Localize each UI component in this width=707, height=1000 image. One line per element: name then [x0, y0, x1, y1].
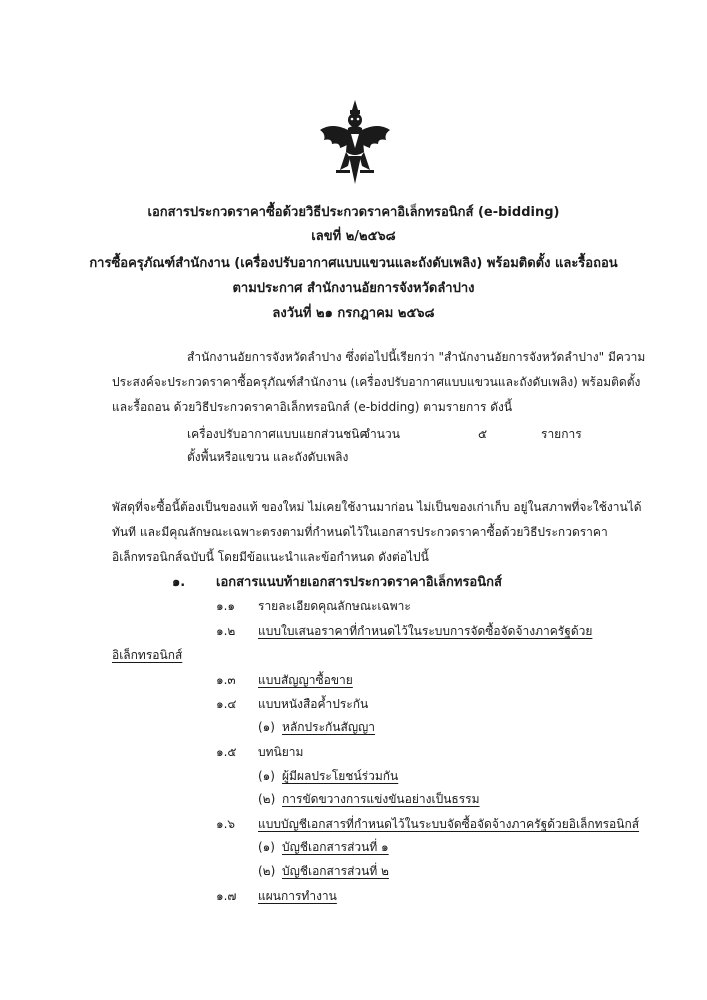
item-qty: ๕	[478, 427, 488, 441]
item-1-4-1-link[interactable]: หลักประกันสัญญา	[282, 720, 376, 734]
item-1-1-text: รายละเอียดคุณลักษณะเฉพาะ	[258, 599, 411, 613]
para2-line-1: พัสดุที่จะซื้อนี้ต้องเป็นของแท้ ของใหม่ ไม่เคยใช้งานมาก่อน ไม่เป็นของเก่าเก็บ อยู่ในสภาพที่จะใช้งานได้	[112, 500, 642, 514]
para2-line-2: ทันที และมีคุณลักษณะเฉพาะตรงตามที่กำหนดไว้ในเอกสารประกวดราคาซื้อด้วยวิธีประกวดราคา	[112, 525, 608, 539]
item-1-5-1-link[interactable]: ผู้มีผลประโยชน์ร่วมกัน	[282, 769, 399, 783]
item-name: เครื่องปรับอากาศแบบแยกส่วนชนิด	[187, 427, 368, 441]
intro-line-3: และรื้อถอน ด้วยวิธีประกวดราคาอิเล็กทรอนิกส์ (e-bidding) ตามรายการ ดังนี้	[112, 400, 513, 414]
item-qty-label: จำนวน	[363, 427, 400, 441]
doc-number: เลขที่ ๒/๒๕๖๘	[311, 229, 396, 244]
item-1-3-number: ๑.๓	[216, 673, 236, 687]
item-1-7-link[interactable]: แผนการทำงาน	[258, 889, 337, 903]
item-1-2-link[interactable]: แบบใบเสนอราคาที่กำหนดไว้ในระบบการจัดซื้อจัดจ้างภาครัฐด้วย	[258, 624, 593, 638]
announcement-ref: ตามประกาศ สำนักงานอัยการจังหวัดลำปาง	[232, 281, 475, 296]
item-1-6-number: ๑.๖	[216, 817, 236, 831]
item-unit: รายการ	[541, 427, 582, 441]
section-1-number: ๑.	[172, 575, 186, 590]
item-1-6-1-number: (๑)	[258, 840, 275, 854]
item-1-5-number: ๑.๕	[216, 745, 237, 759]
item-1-4-1-number: (๑)	[258, 720, 275, 734]
item-1-6-1-link[interactable]: บัญชีเอกสารส่วนที่ ๑	[282, 840, 389, 854]
item-1-5-2-number: (๒)	[258, 792, 276, 806]
doc-title: เอกสารประกวดราคาซื้อด้วยวิธีประกวดราคาอิเล็กทรอนิกส์ (e-bidding)	[147, 205, 560, 220]
item-1-6-link[interactable]: แบบบัญชีเอกสารที่กำหนดไว้ในระบบจัดซื้อจัดจ้างภาครัฐด้วยอิเล็กทรอนิกส์	[258, 817, 640, 831]
item-1-4-number: ๑.๔	[216, 697, 237, 711]
item-1-5-2-link[interactable]: การขัดขวางการแข่งขันอย่างเป็นธรรม	[282, 792, 480, 806]
item-name-cont: ตั้งพื้นหรือแขวน และถังดับเพลิง	[187, 450, 349, 464]
section-1-title: เอกสารแนบท้ายเอกสารประกวดราคาอิเล็กทรอนิกส์	[216, 575, 502, 590]
procurement-subject: การซื้อครุภัณฑ์สำนักงาน (เครื่องปรับอากาศแบบแขวนและถังดับเพลิง) พร้อมติดตั้ง และรื้อถอน	[89, 256, 618, 271]
item-1-2-link-cont[interactable]: อิเล็กทรอนิกส์	[112, 648, 183, 662]
garuda-emblem-icon	[318, 100, 392, 186]
item-1-5-1-number: (๑)	[258, 769, 275, 783]
intro-line-1: สำนักงานอัยการจังหวัดลำปาง ซึ่งต่อไปนี้เรียกว่า "สำนักงานอัยการจังหวัดลำปาง" มีความ	[187, 350, 646, 364]
para2-line-3: อิเล็กทรอนิกส์ฉบับนี้ โดยมีข้อแนะนำและข้อกำหนด ดังต่อไปนี้	[112, 550, 429, 564]
item-1-6-2-link[interactable]: บัญชีเอกสารส่วนที่ ๒	[282, 864, 389, 878]
item-1-5-text: บทนิยาม	[258, 745, 304, 759]
announcement-date: ลงวันที่ ๒๑ กรกฎาคม ๒๕๖๘	[272, 306, 435, 321]
item-1-6-2-number: (๒)	[258, 864, 276, 878]
item-1-1-number: ๑.๑	[216, 599, 236, 613]
item-1-4-text: แบบหนังสือค้ำประกัน	[258, 697, 369, 711]
item-1-2-number: ๑.๒	[216, 624, 236, 638]
intro-line-2: ประสงค์จะประกวดราคาซื้อครุภัณฑ์สำนักงาน (เครื่องปรับอากาศแบบแขวนและถังดับเพลิง) พร้อมติดตั้ง	[112, 375, 641, 389]
item-1-3-link[interactable]: แบบสัญญาซื้อขาย	[258, 673, 353, 687]
item-1-7-number: ๑.๗	[216, 889, 237, 903]
